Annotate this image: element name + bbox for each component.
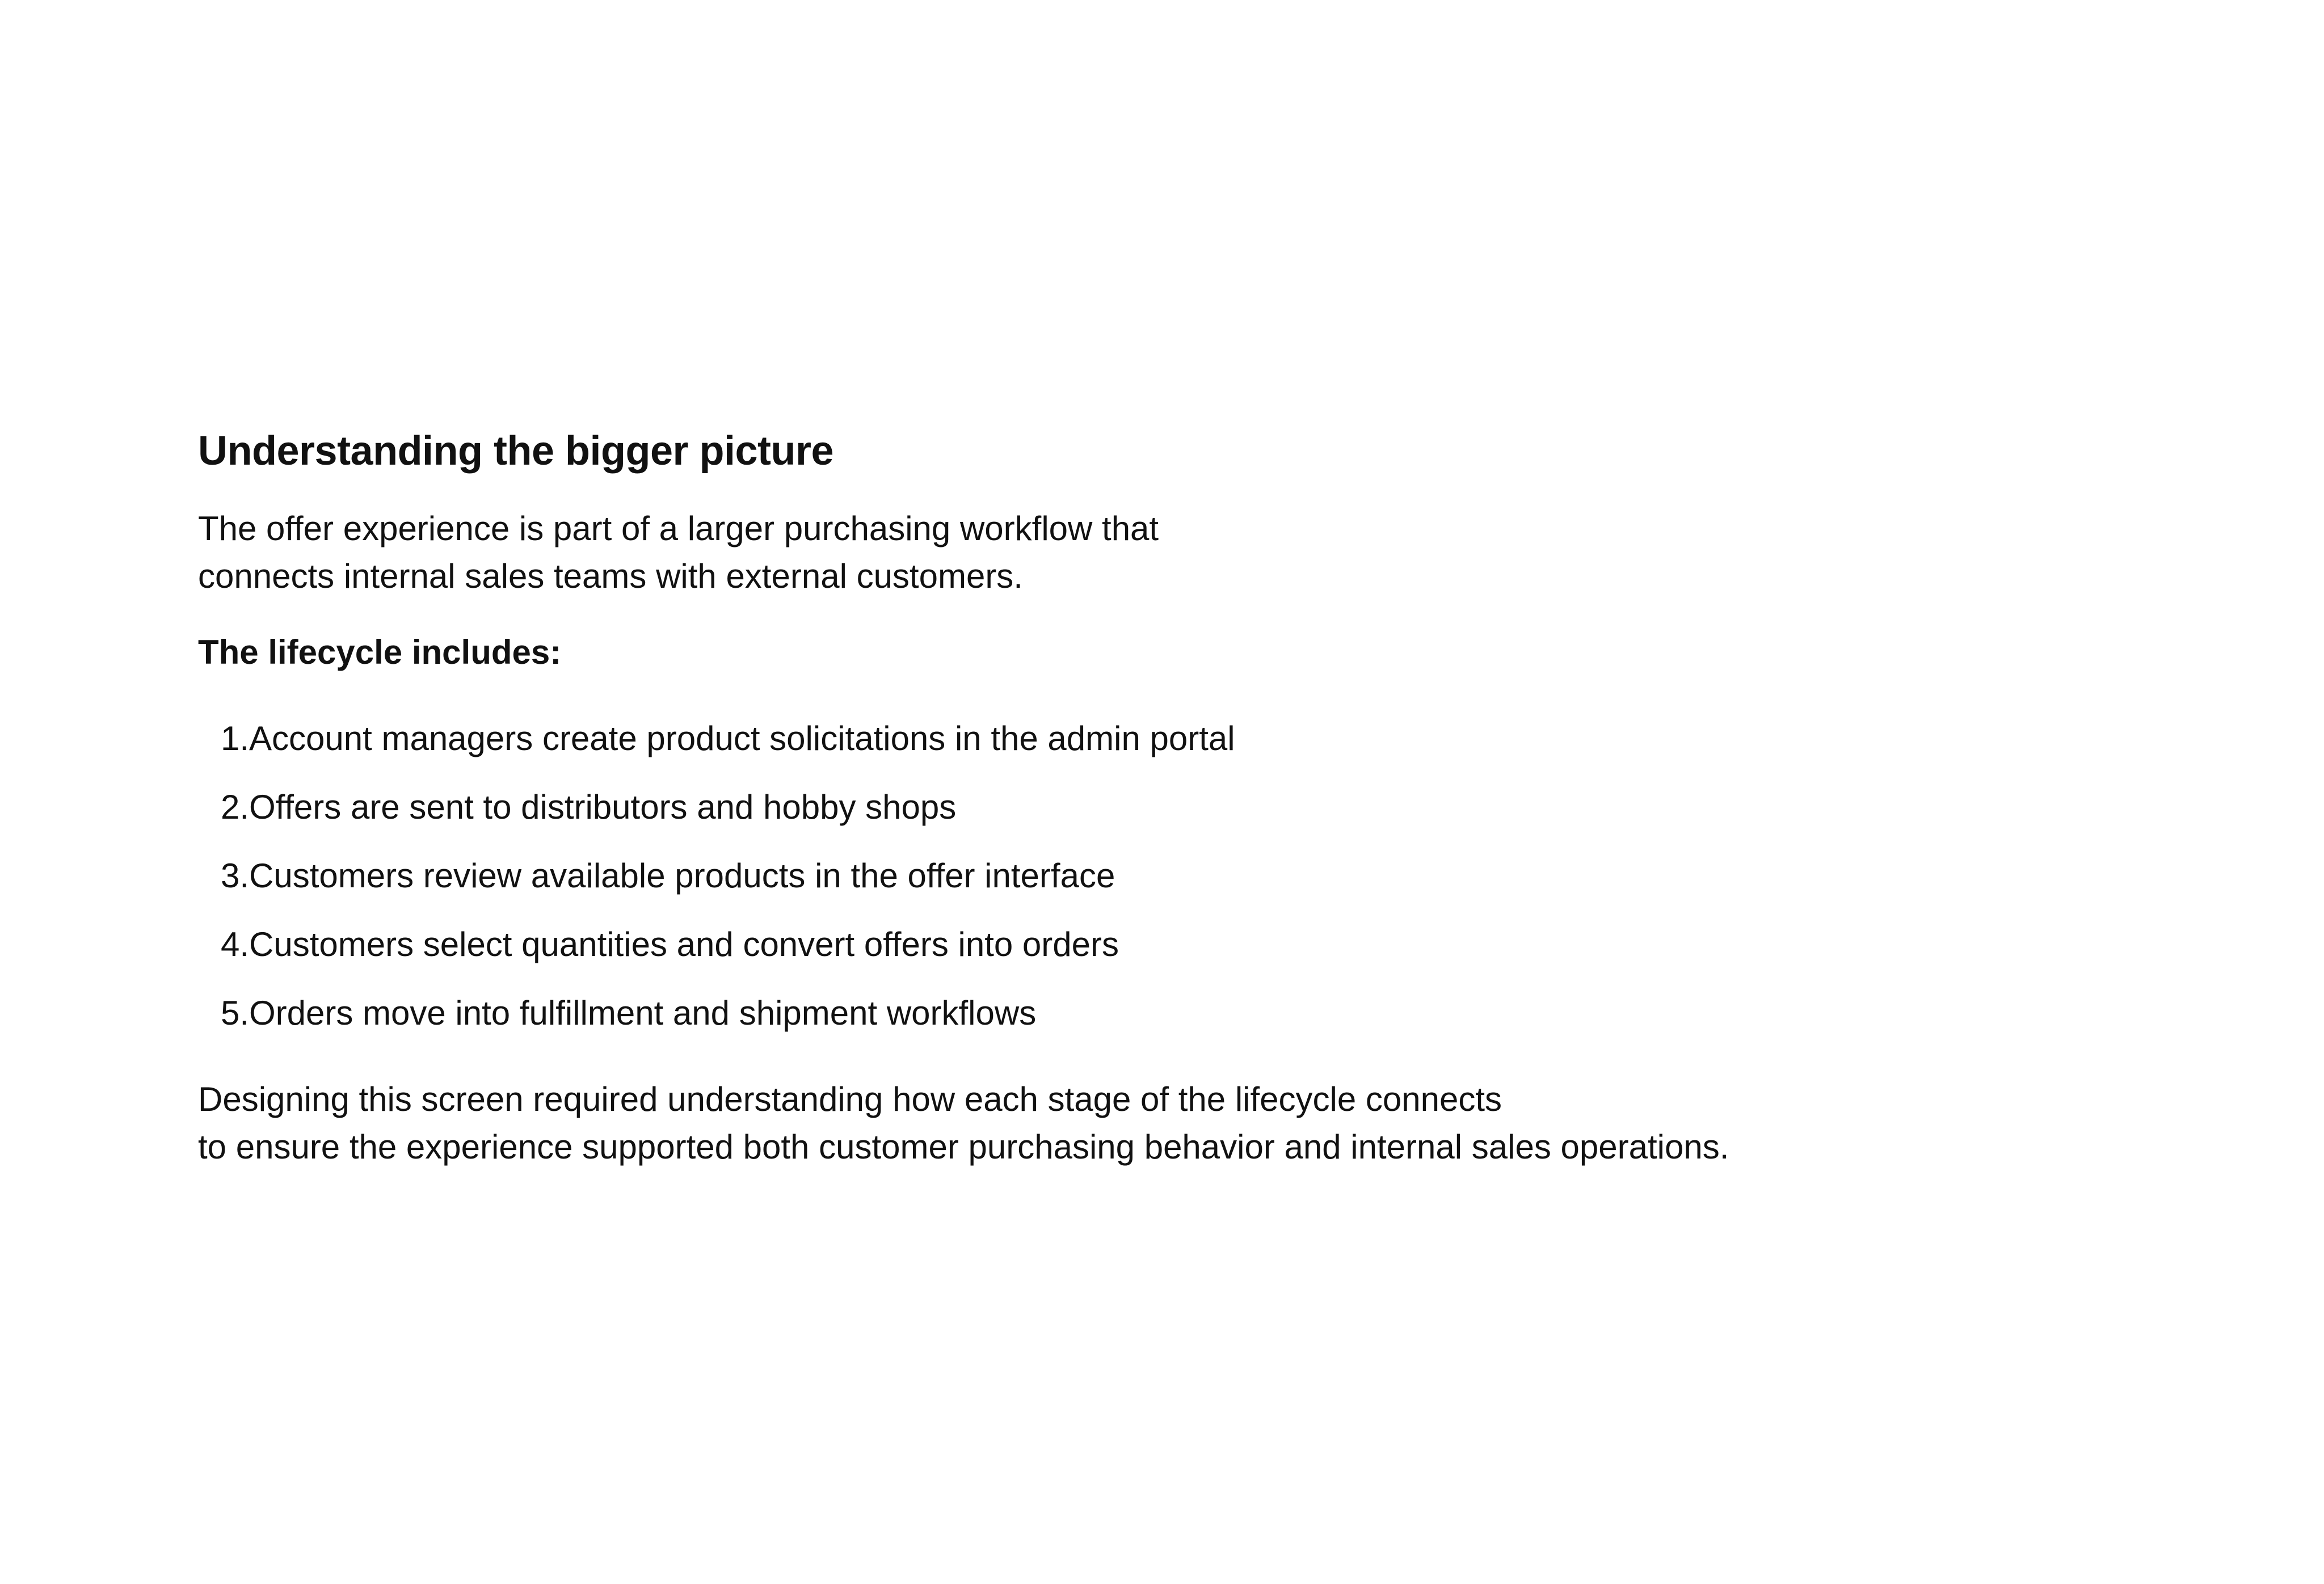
step-number: 4. (220, 925, 249, 963)
step-text: Customers select quantities and convert offers into orders (249, 925, 1119, 963)
lifecycle-steps-list (198, 715, 2127, 1037)
lifecycle-step (198, 715, 2127, 762)
step-number: 3. (220, 857, 249, 895)
intro-line: connects internal sales teams with external customers. (198, 557, 1023, 595)
intro-line: The offer experience is part of a larger purchasing workflow that (198, 509, 1159, 547)
section-heading: Understanding the bigger picture (198, 428, 834, 474)
outro-paragraph (198, 1076, 2127, 1171)
lifecycle-label: The lifecycle includes: (198, 633, 562, 671)
step-number: 5. (220, 994, 249, 1032)
step-text: Customers review available products in the offer interface (249, 857, 1115, 895)
step-number: 1. (220, 719, 249, 757)
lifecycle-step (198, 989, 2127, 1037)
lifecycle-step (198, 783, 2127, 831)
lifecycle-step (198, 852, 2127, 900)
step-number: 2. (220, 788, 249, 826)
lifecycle-step (198, 921, 2127, 968)
outro-line: Designing this screen required understanding how each stage of the lifecycle connects (198, 1080, 1502, 1118)
step-text: Offers are sent to distributors and hobby shops (249, 788, 957, 826)
step-text: Account managers create product solicitations in the admin portal (249, 719, 1235, 757)
article-section (198, 426, 2127, 1171)
intro-paragraph (198, 505, 2127, 600)
outro-line: to ensure the experience supported both customer purchasing behavior and internal sales operations. (198, 1128, 1729, 1166)
step-text: Orders move into fulfillment and shipment workflows (249, 994, 1037, 1032)
